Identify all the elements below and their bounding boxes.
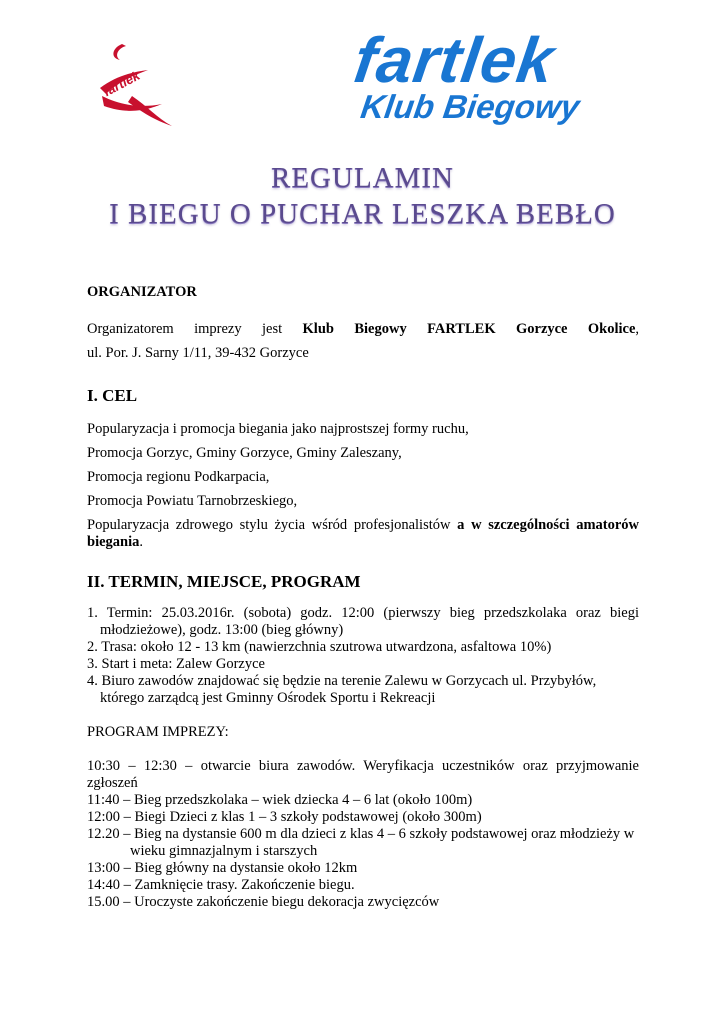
program-item-cont: zgłoszeń	[87, 775, 138, 791]
wordmark-klub-biegowy: Klub Biegowy	[358, 88, 582, 125]
program-item: 11:40 – Bieg przedszkolaka – wiek dziecka 4 – 6 lat (około 100m)	[87, 792, 473, 808]
termin-item: 1. Termin: 25.03.2016r. (sobota) godz. 12:00 (pierwszy bieg przedszkolaka oraz biegi młodzieżowe), godz. 13:00 (bieg główny)	[87, 605, 639, 638]
organizer-word: jest	[262, 321, 283, 337]
organizer-line1	[87, 321, 639, 338]
termin-item: 3. Start i meta: Zalew Gorzyce	[87, 656, 265, 672]
cel-last-normal: Popularyzacja zdrowego stylu życia wśród profesjonalistów	[87, 517, 451, 533]
program-item: 13:00 – Bieg główny na dystansie około 12km	[87, 860, 358, 876]
organizer-heading: ORGANIZATOR	[87, 284, 197, 300]
program-heading: PROGRAM IMPREZY:	[87, 724, 229, 740]
fartlek-wordmark-logo	[349, 24, 645, 126]
program-list	[87, 758, 639, 911]
cel-last-line2	[87, 534, 639, 551]
organizer-word: imprezy	[194, 321, 242, 337]
termin-list	[87, 605, 639, 707]
termin-item: 2. Trasa: około 12 - 13 km (nawierzchnia szutrowa utwardzona, asfaltowa 10%)	[87, 639, 552, 655]
program-item: 12.20 – Bieg na dystansie 600 m dla dzieci z klas 4 – 6 szkoły podstawowej oraz młodzieży w	[87, 826, 635, 842]
organizer-club-name: Klub Biegowy FARTLEK Gorzyce Okolice	[302, 321, 636, 337]
cel-last-line1	[87, 517, 639, 534]
organizer-word: Organizatorem	[87, 321, 174, 337]
program-item-cont: wieku gimnazjalnym i starszych	[130, 843, 318, 859]
document-body	[87, 284, 639, 911]
termin-heading: II. TERMIN, MIEJSCE, PROGRAM	[87, 572, 361, 591]
cel-last-end: .	[139, 534, 143, 550]
document-title-line2: I BIEGU O PUCHAR LESZKA BEBŁO	[109, 198, 616, 230]
cel-item: Promocja Gorzyc, Gminy Gorzyce, Gminy Zaleszany,	[87, 445, 402, 461]
organizer-address: ul. Por. J. Sarny 1/11, 39-432 Gorzyce	[87, 345, 309, 361]
cel-item: Promocja regionu Podkarpacia,	[87, 469, 270, 485]
cel-item: Popularyzacja i promocja biegania jako najprostszej formy ruchu,	[87, 421, 469, 437]
program-item: 12:00 – Biegi Dzieci z klas 1 – 3 szkoły podstawowej (około 300m)	[87, 809, 482, 825]
cel-last-bold: a w szczególności amatorów	[457, 517, 640, 533]
cel-item: Promocja Powiatu Tarnobrzeskiego,	[87, 493, 298, 509]
fartlek-emblem-logo	[92, 36, 182, 128]
cel-item-last	[87, 517, 639, 551]
termin-item: 4. Biuro zawodów znajdować się będzie na terenie Zalewu w Gorzycach ul. Przybyłów, którego zarządcą jest Gminny Ośrodek Sportu i Rekreacji	[87, 673, 597, 706]
document-title-line1: REGULAMIN	[271, 162, 454, 194]
wordmark-fartlek: fartlek	[349, 24, 560, 96]
program-item: 15.00 – Uroczyste zakończenie biegu dekoracja zwycięzców	[87, 894, 440, 910]
cel-heading: I. CEL	[87, 386, 138, 405]
emblem-text: fartlek	[100, 67, 143, 100]
program-item: 10:30 – 12:30 – otwarcie biura zawodów. Weryfikacja uczestników oraz przyjmowanie	[87, 758, 639, 774]
program-item: 14:40 – Zamknięcie trasy. Zakończenie biegu.	[87, 877, 355, 893]
cel-last-bold2: biegania	[87, 534, 140, 550]
organizer-comma: ,	[635, 321, 640, 337]
